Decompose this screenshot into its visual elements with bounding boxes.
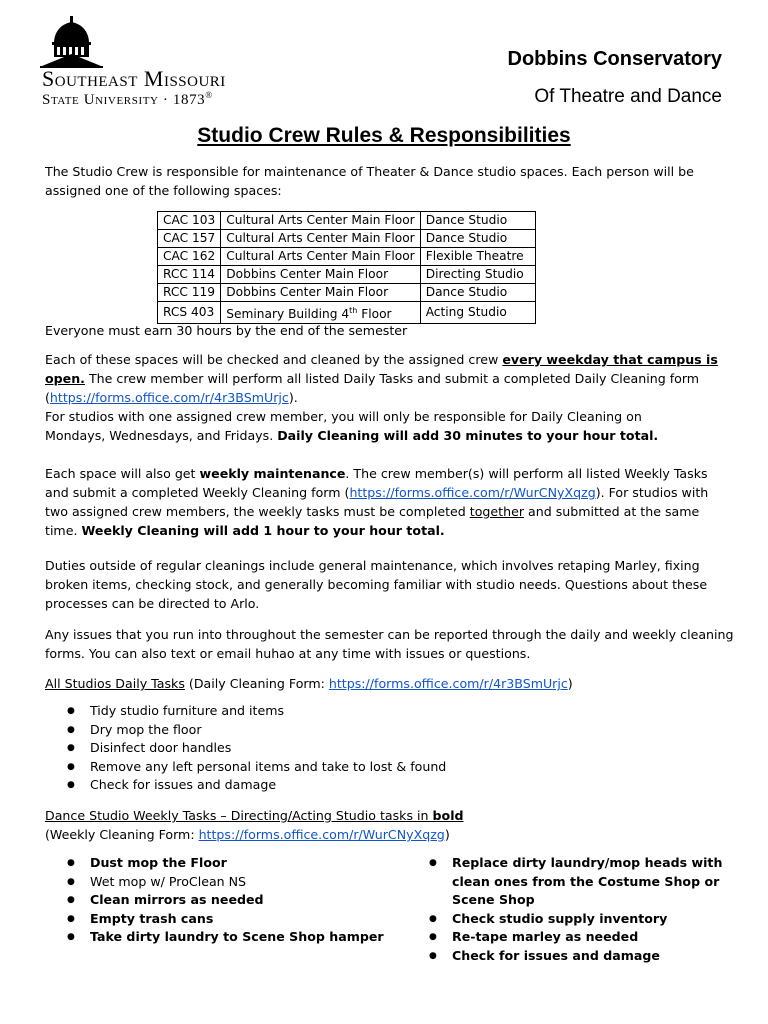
weekly-tasks-heading: Dance Studio Weekly Tasks – Directing/Acting Studio tasks in bold	[45, 808, 464, 823]
weekly-maintenance-paragraph: Each space will also get weekly maintenance. The crew member(s) will perform all listed Weekly Tasks and submit a completed Weekly Cleaning form (https://forms.office.com/r/WurCNyXqzg). For studios with two assigned crew members, the weekly tasks must be completed together and submitted at the same time. Weekly Cleaning will add 1 hour to your hour total.	[45, 466, 709, 538]
conservatory-subtitle: Of Theatre and Dance	[534, 86, 722, 107]
weekly-tasks-list-right	[407, 854, 727, 966]
page-title: Studio Crew Rules & Responsibilities	[197, 124, 571, 147]
table-row	[158, 248, 536, 266]
weekly-tasks-list-left	[45, 854, 395, 947]
room-cell: RCC 114	[158, 266, 221, 284]
room-cell: CAC 103	[158, 212, 221, 230]
list-item: ● Remove any left personal items and take to lost & found	[45, 758, 645, 777]
table-row	[158, 230, 536, 248]
list-item: ● Tidy studio furniture and items	[45, 702, 645, 721]
academic-hall-dome-icon	[40, 16, 103, 68]
table-row	[158, 212, 536, 230]
university-subtitle: State University · 1873®	[42, 90, 213, 108]
university-name: Southeast Missouri	[42, 66, 226, 91]
daily-form-line: (https://forms.office.com/r/4r3BSmUrjc).	[45, 390, 298, 405]
type-cell: Directing Studio	[420, 266, 535, 284]
daily-cleaning-paragraph: Each of these spaces will be checked and cleaned by the assigned crew every weekday that campus is open. The crew member will perform all listed Daily Tasks and submit a completed Daily Cleaning form	[45, 352, 718, 386]
location-cell: Cultural Arts Center Main Floor	[221, 212, 420, 230]
list-item: ● Disinfect door handles	[45, 739, 645, 758]
list-item: ● Wet mop w/ ProClean NS	[45, 873, 395, 892]
list-item: ● Clean mirrors as needed	[45, 891, 395, 910]
type-cell: Acting Studio	[420, 302, 535, 324]
list-item: ● Replace dirty laundry/mop heads with clean ones from the Costume Shop or Scene Shop	[407, 854, 727, 910]
weekly-tasks-form-line: (Weekly Cleaning Form: https://forms.office.com/r/WurCNyXqzg)	[45, 827, 450, 842]
weekly-form-link[interactable]: https://forms.office.com/r/WurCNyXqzg	[349, 485, 596, 500]
spaces-table	[157, 211, 536, 324]
duties-paragraph: Duties outside of regular cleanings include general maintenance, which involves retaping Marley, fixing broken items, checking stock, and generally becoming familiar with studio needs. Questions about these processes can be directed to Arlo.	[45, 558, 708, 611]
room-cell: CAC 157	[158, 230, 221, 248]
location-cell: Cultural Arts Center Main Floor	[221, 248, 420, 266]
room-cell: RCC 119	[158, 284, 221, 302]
daily-form-link[interactable]: https://forms.office.com/r/4r3BSmUrjc	[49, 390, 289, 405]
location-cell: Dobbins Center Main Floor	[221, 284, 420, 302]
daily-tasks-list	[45, 702, 645, 795]
list-item: ● Check for issues and damage	[407, 947, 727, 966]
list-item: ● Re-tape marley as needed	[407, 928, 727, 947]
room-cell: CAC 162	[158, 248, 221, 266]
list-item: ● Check studio supply inventory	[407, 910, 727, 929]
type-cell: Dance Studio	[420, 212, 535, 230]
location-cell: Cultural Arts Center Main Floor	[221, 230, 420, 248]
daily-tasks-heading: All Studios Daily Tasks (Daily Cleaning Form: https://forms.office.com/r/4r3BSmUrjc)	[45, 676, 573, 691]
daily-tasks-form-link[interactable]: https://forms.office.com/r/4r3BSmUrjc	[328, 676, 568, 691]
table-row	[158, 266, 536, 284]
hours-note: Everyone must earn 30 hours by the end of the semester	[45, 323, 408, 338]
issues-paragraph: Any issues that you run into throughout the semester can be reported through the daily and weekly cleaning forms. You can also text or email huhao at any time with issues or questions.	[45, 627, 734, 661]
list-item: ● Take dirty laundry to Scene Shop hamper	[45, 928, 395, 947]
daily-hours-line: Mondays, Wednesdays, and Fridays. Daily Cleaning will add 30 minutes to your hour total.	[45, 428, 659, 443]
location-cell: Seminary Building 4th Floor	[221, 302, 420, 324]
daily-cleaning-section	[45, 350, 735, 445]
intro-paragraph: The Studio Crew is responsible for maintenance of Theater & Dance studio spaces. Each person will be assigned one of the following spaces:	[45, 164, 694, 198]
conservatory-name: Dobbins Conservatory	[507, 48, 722, 70]
weekly-tasks-form-link[interactable]: https://forms.office.com/r/WurCNyXqzg	[198, 827, 445, 842]
room-cell: RCS 403	[158, 302, 221, 324]
list-item: ● Dry mop the floor	[45, 721, 645, 740]
table-row	[158, 284, 536, 302]
daily-schedule-line: For studios with one assigned crew member, you will only be responsible for Daily Cleaning on	[45, 409, 642, 424]
type-cell: Dance Studio	[420, 230, 535, 248]
list-item: ● Empty trash cans	[45, 910, 395, 929]
list-item: ● Dust mop the Floor	[45, 854, 395, 873]
type-cell: Flexible Theatre	[420, 248, 535, 266]
location-cell: Dobbins Center Main Floor	[221, 266, 420, 284]
list-item: ● Check for issues and damage	[45, 776, 645, 795]
type-cell: Dance Studio	[420, 284, 535, 302]
